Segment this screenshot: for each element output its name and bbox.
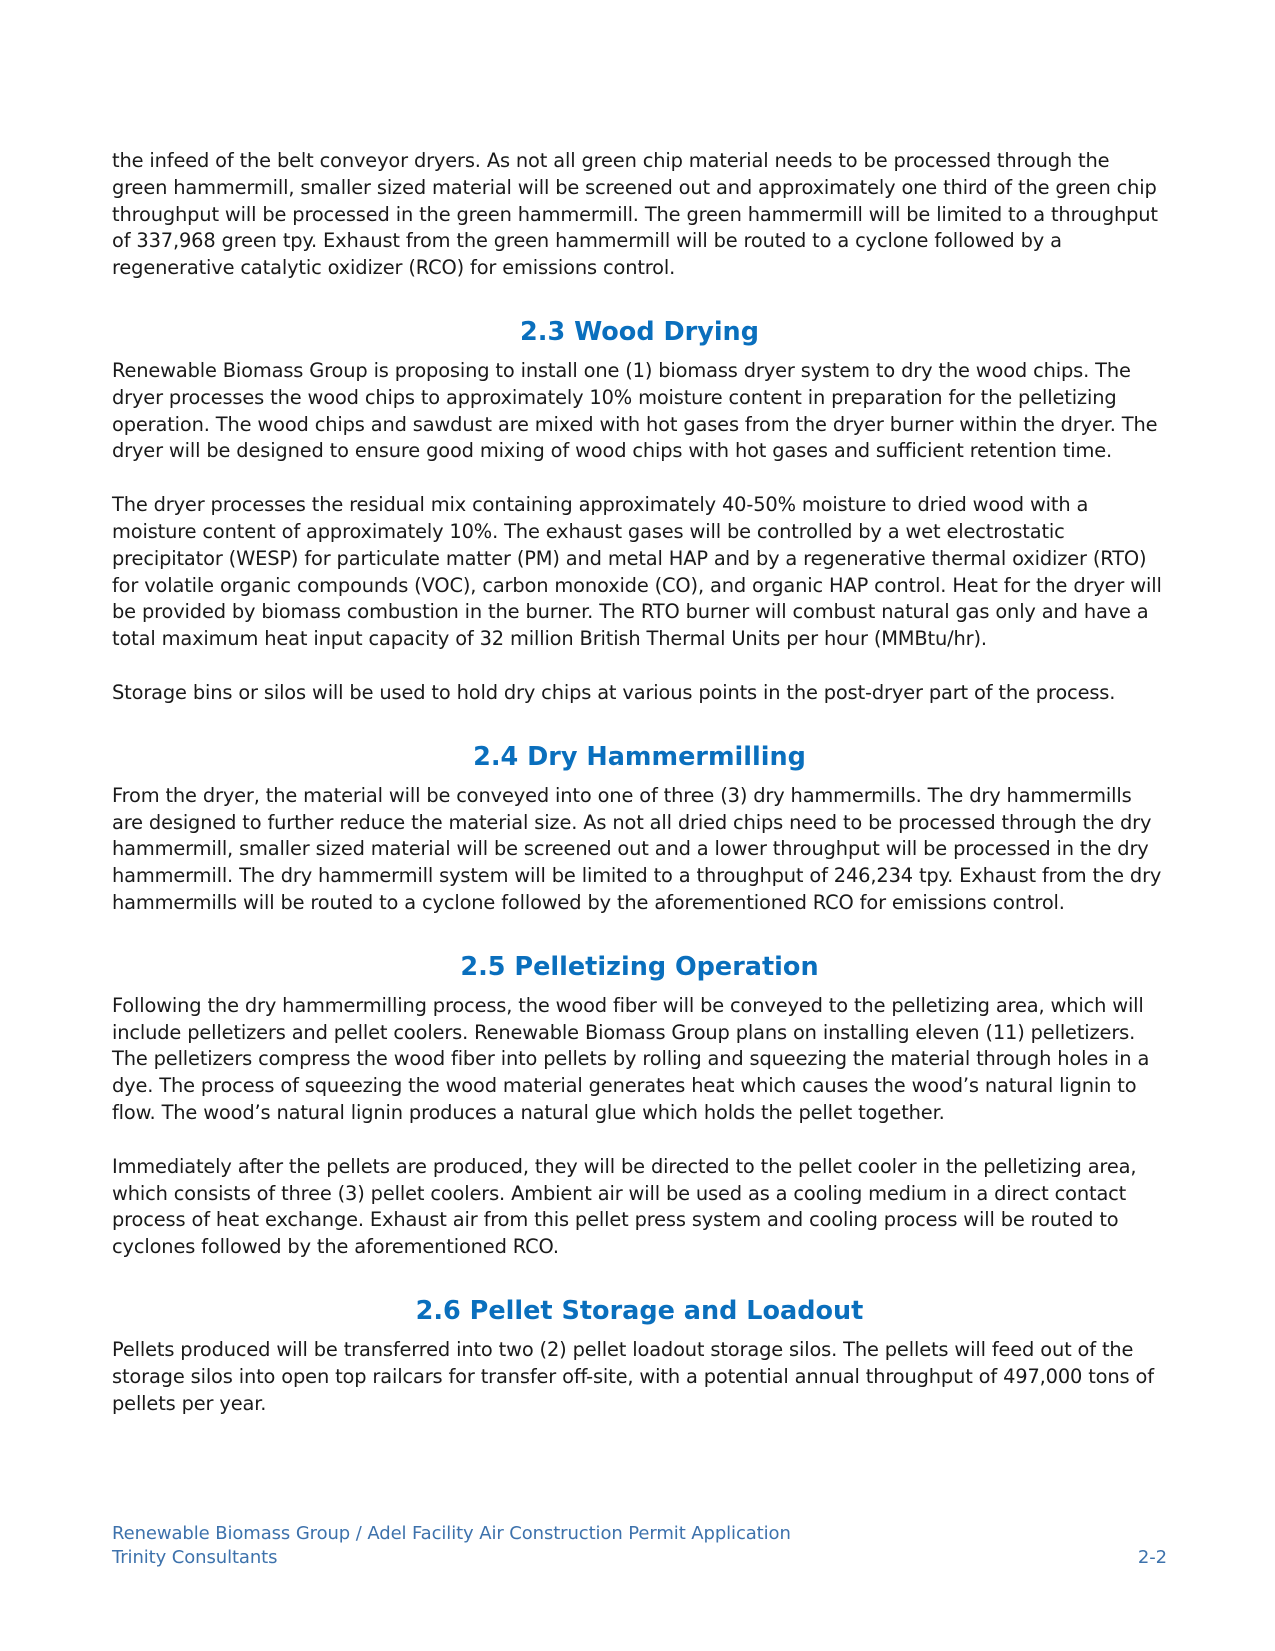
section-paragraph: Storage bins or silos will be used to hold dry chips at various points in the post-dryer part of the process. — [112, 680, 1116, 704]
section-paragraph: The dryer processes the residual mix containing approximately 40-50% moisture to dried wood with a moisture content of approximately 10%. The exhaust gases will be controlled by a wet electrostatic precipitator (WESP) for particulate matter (PM) and metal HAP and by a regenerative thermal oxidizer (RTO) for volatile organic compounds (VOC), carbon monoxide (CO), and organic HAP control. Heat for the dryer will be provided by biomass combustion in the burner. The RTO burner will combust natural gas only and have a total maximum heat input capacity of 32 million British Thermal Units per hour (MMBtu/hr). — [112, 493, 1162, 651]
page-footer — [112, 1522, 1167, 1569]
section-wood-drying — [112, 317, 1167, 707]
section-paragraph: Following the dry hammermilling process, the wood fiber will be conveyed to the pelletizing area, which will include pelletizers and pellet coolers. Renewable Biomass Group plans on installing eleven (11) pelletizers. The pelletizers compress the wood fiber into pellets by rolling and squeezing the material through holes in a dye. The process of squeezing the wood material generates heat which causes the wood’s natural lignin to flow. The wood’s natural lignin produces a natural glue which holds the pellet together. — [112, 993, 1150, 1124]
section-pelletizing-operation — [112, 952, 1167, 1261]
section-heading: 2.4 Dry Hammermilling — [473, 741, 806, 772]
section-paragraph: Renewable Biomass Group is proposing to install one (1) biomass dryer system to dry the wood chips. The dryer processes the wood chips to approximately 10% moisture content in preparation for the pelletizing operation. The wood chips and sawdust are mixed with hot gases from the dryer burner within the dryer. The dryer will be designed to ensure good mixing of wood chips with hot gases and sufficient retention time. — [112, 358, 1158, 463]
intro-paragraph: the infeed of the belt conveyor dryers. As not all green chip material needs to be processed through the green hammermill, smaller sized material will be screened out and approximately one third of the green chip throughput will be processed in the green hammermill. The green hammermill will be limited to a throughput of 337,968 green tpy. Exhaust from the green hammermill will be routed to a cyclone followed by a regenerative catalytic oxidizer (RCO) for emissions control. — [112, 149, 1158, 280]
section-heading: 2.6 Pellet Storage and Loadout — [415, 1295, 864, 1326]
page-number: 2-2 — [1137, 1546, 1167, 1568]
section-pellet-storage-loadout — [112, 1296, 1167, 1417]
footer-company-name: Trinity Consultants — [112, 1546, 278, 1568]
section-heading: 2.3 Wood Drying — [520, 316, 759, 347]
section-dry-hammermilling — [112, 742, 1167, 917]
section-heading: 2.5 Pelletizing Operation — [460, 951, 819, 982]
footer-document-title: Renewable Biomass Group / Adel Facility Air Construction Permit Application — [112, 1523, 791, 1544]
document-page — [112, 148, 1167, 1417]
section-paragraph: Immediately after the pellets are produced, they will be directed to the pellet cooler in the pelletizing area, which consists of three (3) pellet coolers. Ambient air will be used as a cooling medium in a direct contact process of heat exchange. Exhaust air from this pellet press system and cooling process will be routed to cyclones followed by the aforementioned RCO. — [112, 1154, 1137, 1259]
section-paragraph: From the dryer, the material will be conveyed into one of three (3) dry hammermills. The dry hammermills are designed to further reduce the material size. As not all dried chips need to be processed through the dry hammermill, smaller sized material will be screened out and a lower throughput will be processed in the dry hammermill. The dry hammermill system will be limited to a throughput of 246,234 tpy. Exhaust from the dry hammermills will be routed to a cyclone followed by the aforementioned RCO for emissions control. — [112, 783, 1162, 914]
section-paragraph: Pellets produced will be transferred into two (2) pellet loadout storage silos. The pellets will feed out of the storage silos into open top railcars for transfer off-site, with a potential annual throughput of 497,000 tons of pellets per year. — [112, 1337, 1154, 1415]
